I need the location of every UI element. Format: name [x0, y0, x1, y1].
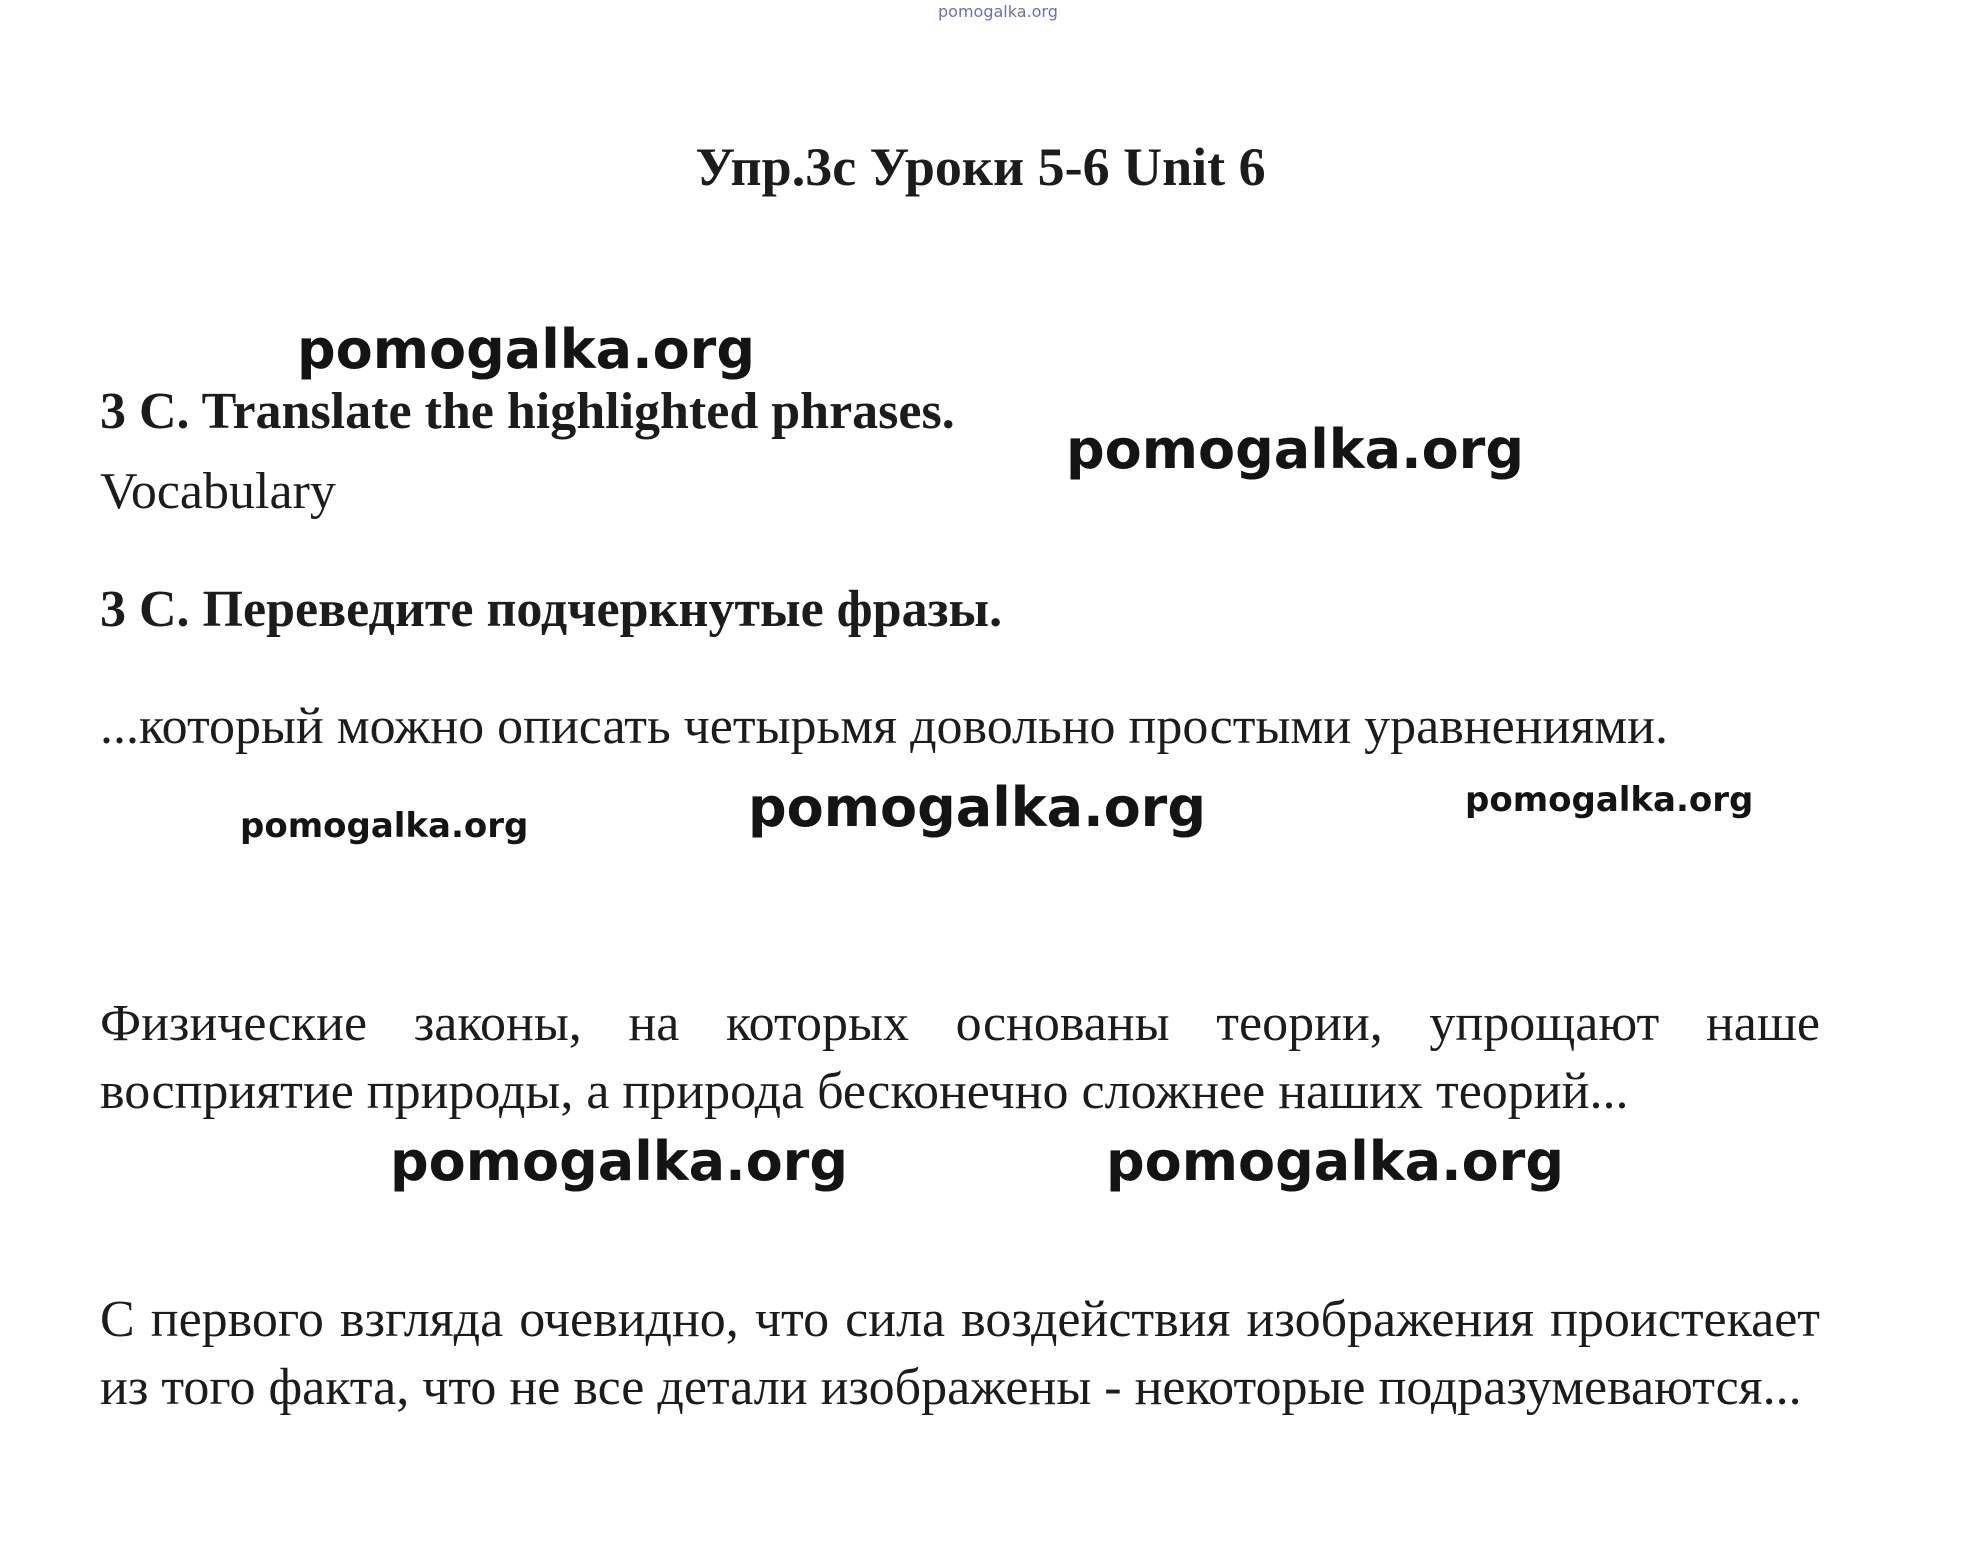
watermark-2: pomogalka.org — [1066, 418, 1524, 481]
task-heading-ru: 3 С. Переведите подчеркнутые фразы. — [100, 581, 1003, 638]
paragraph-1: ...который можно описать четырьмя довольно простыми уравнениями. — [100, 698, 1668, 755]
page-title-text: Упр.3с Уроки 5-6 Unit 6 — [695, 137, 1266, 197]
watermark-6: pomogalka.org — [390, 1130, 848, 1193]
watermark-top: pomogalka.org — [938, 2, 1058, 21]
watermark-1: pomogalka.org — [297, 318, 755, 381]
paragraph-2: Физические законы, на которых основаны теории, упрощают наше восприятие природы, а природа бесконечно сложнее наших теорий... — [100, 995, 1820, 1120]
paragraph-3: С первого взгляда очевидно, что сила воздействия изображения проистекает из того факта, что не все детали изображены - некоторые подразумеваются... — [100, 1291, 1820, 1416]
watermark-7: pomogalka.org — [1106, 1130, 1564, 1193]
task-heading-en: 3 C. Translate the highlighted phrases. — [100, 383, 955, 440]
vocabulary-label: Vocabulary — [100, 463, 336, 520]
watermark-4: pomogalka.org — [748, 776, 1206, 839]
page-title — [0, 136, 1973, 198]
watermark-5: pomogalka.org — [1465, 780, 1754, 820]
watermark-3: pomogalka.org — [240, 806, 529, 846]
